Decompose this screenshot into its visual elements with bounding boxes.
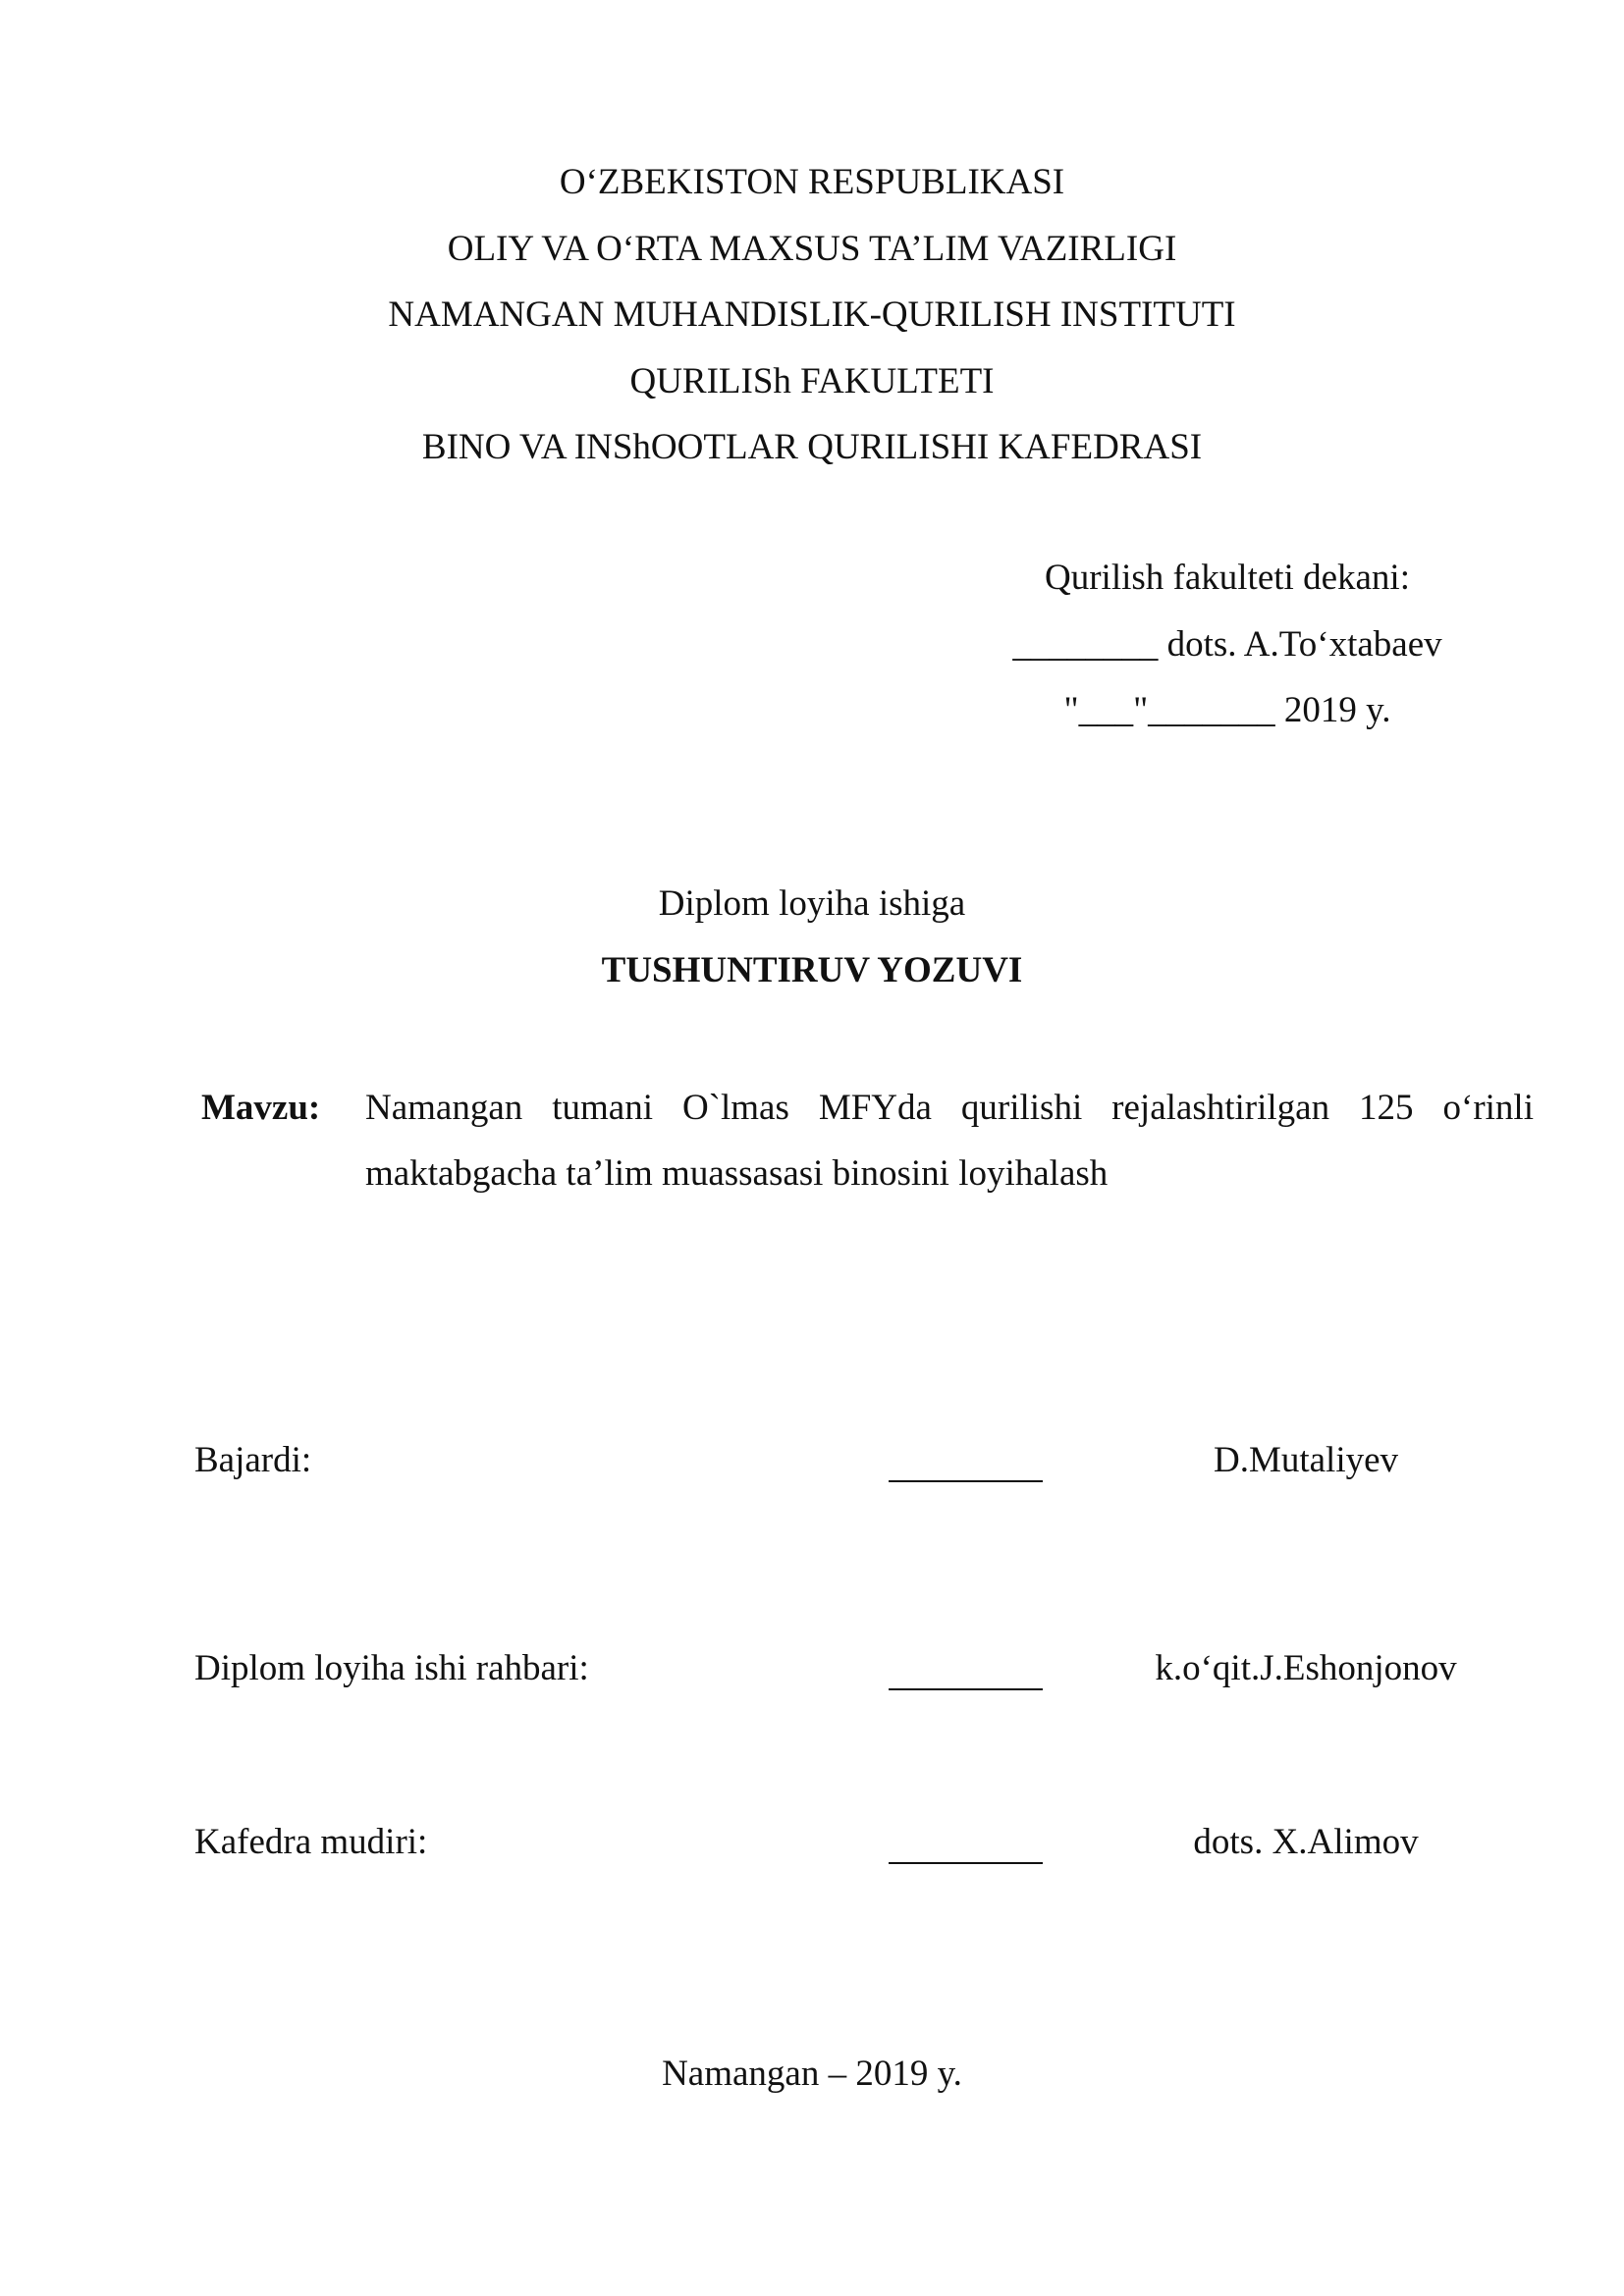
header-line-faculty: QURILISh FAKULTETI (629, 360, 995, 401)
document-subtitle: Diplom loyiha ishiga (658, 883, 966, 924)
approval-signature: ________ dots. A.To‘xtabaev (1012, 623, 1442, 665)
footer-place-year: Namangan – 2019 y. (662, 2054, 962, 2094)
approval-date: "___"_______ 2019 y. (1063, 690, 1391, 730)
topic-label: Mavzu: (201, 1088, 321, 1128)
signature-name-supervisor: k.o‘qit.J.Eshonjonov (1155, 1648, 1457, 1688)
header-line-ministry: OLIY VA O‘RTA MAXSUS TA’LIM VAZIRLIGI (447, 228, 1177, 269)
document-title: TUSHUNTIRUV YOZUVI (601, 950, 1023, 990)
header-line-institute: NAMANGAN MUHANDISLIK-QURILISH INSTITUTI (388, 294, 1236, 335)
signature-line-performer (889, 1480, 1043, 1482)
topic-text: Namangan tumani O`lmas MFYda qurilishi rejalashtirilgan 125 o‘rinli maktabgacha ta’lim muassasasi binosini loyihalash (365, 1088, 1534, 1194)
approval-title: Qurilish fakulteti dekani: (1045, 558, 1410, 598)
signature-name-head: dots. X.Alimov (1193, 1822, 1419, 1862)
approval-block (952, 545, 1502, 744)
signature-role-performer: Bajardi: (194, 1440, 312, 1480)
header-line-department: BINO VA INShOOTLAR QURILISHI KAFEDRASI (421, 427, 1203, 467)
signature-role-supervisor: Diplom loyiha ishi rahbari: (194, 1648, 589, 1688)
signature-role-head: Kafedra mudiri: (194, 1822, 428, 1862)
signature-name-performer: D.Mutaliyev (1213, 1440, 1399, 1480)
signature-line-head (889, 1862, 1043, 1864)
institution-header (0, 149, 1624, 481)
signature-line-supervisor (889, 1688, 1043, 1690)
header-line-republic: O‘ZBEKISTON RESPUBLIKASI (559, 162, 1065, 202)
